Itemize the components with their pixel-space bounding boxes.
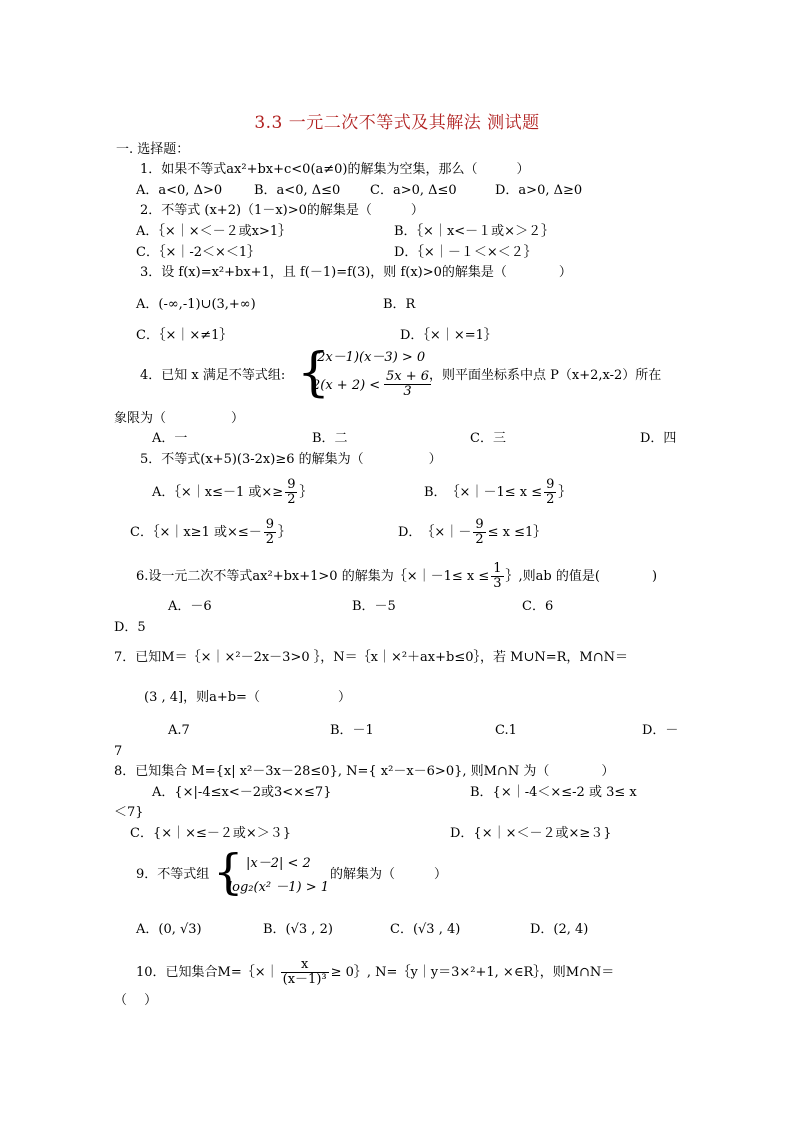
q1-option-c: C．a>0, Δ≤0 <box>370 183 457 198</box>
q1-option-a: A．a<0, Δ>0 <box>136 183 223 198</box>
q5-option-d <box>398 518 546 547</box>
q4-option-c: C．三 <box>470 431 506 446</box>
q6-option-d: D．5 <box>114 620 146 635</box>
q5-b-num: 9 <box>546 477 555 492</box>
q10-line2: （ ） <box>114 993 158 1008</box>
q10-stem <box>136 958 614 987</box>
q8-option-a: A．{×|-4≤x<－2或3<×≤7} <box>152 785 332 800</box>
q9-inequality-1: |x－2| < 2 <box>246 856 311 871</box>
q1-option-d: D．a>0, Δ≥0 <box>495 183 583 198</box>
q5-a-den: 2 <box>287 492 296 507</box>
q5-d-pre: D． ｛×｜－ <box>398 525 472 540</box>
q10-num: x <box>281 958 329 973</box>
q5-d-num: 9 <box>475 517 484 532</box>
q4-option-a: A．一 <box>152 431 188 446</box>
q7-option-c: C.1 <box>495 723 517 738</box>
q4-inequality-1: (2x－1)(x－3) > 0 <box>312 350 426 365</box>
q7-option-d-cont: 7 <box>114 744 123 759</box>
q5-c-den: 2 <box>265 532 275 547</box>
q5-option-c <box>130 518 291 547</box>
q4-brace: { <box>297 343 331 403</box>
q1-option-b: B．a<0, Δ≤0 <box>254 183 341 198</box>
q2-option-b: B．｛×｜x<－１或×＞２｝ <box>394 224 555 239</box>
q9-option-c: C．(√3 , 4) <box>390 922 461 937</box>
q10-pre: 10．已知集合M=｛×｜ <box>136 965 279 980</box>
q4-option-b: B．二 <box>312 431 348 446</box>
q7-line2: (3 , 4]，则a+b=（ ） <box>144 690 351 705</box>
q6-stem-post: ｝,则ab 的值是( ) <box>505 569 658 584</box>
q10-den: (x－1)³ <box>282 972 327 987</box>
q5-option-b <box>424 478 571 507</box>
q4-fraction-den: 3 <box>403 384 412 399</box>
q5-c-num: 9 <box>265 517 275 532</box>
q5-d-post: ≤ x ≤1｝ <box>487 525 547 540</box>
q4-continuation: 象限为（ ） <box>114 411 245 426</box>
q9-tail: 的解集为（ ） <box>330 867 448 882</box>
q2-stem: 2．不等式 (x+2)（1－x)>0的解集是（ ） <box>140 203 424 218</box>
q10-post: ≥ 0｝, N=｛y｜y＝3×²+1, ×∈R｝，则M∩N＝ <box>330 965 615 980</box>
q8-option-c: C．{×｜×≤－２或×＞３} <box>130 826 292 841</box>
q4-inequality-2-left: 2(x + 2) < <box>312 378 381 393</box>
q7-stem: 7．已知M＝｛×｜×²－2x－3>0 ｝，N＝｛x｜×²＋ax+b≤0｝，若 M∪N=R，M∩N＝ <box>114 650 628 665</box>
q2-option-d: D．｛×｜－１＜×＜２｝ <box>394 245 537 260</box>
q8-option-b-cont: ＜7} <box>114 805 144 820</box>
q8-option-d: D．{×｜×＜－２或×≥３} <box>450 826 612 841</box>
q6-den: 3 <box>493 576 502 591</box>
q5-b-pre: B． ｛×｜－1≤ x ≤ <box>424 485 543 500</box>
q4-fraction <box>382 370 433 399</box>
q9-option-a: A．(0, √3) <box>136 922 202 937</box>
q7-option-d: D．－ <box>642 723 679 738</box>
q6-num: 1 <box>493 561 502 576</box>
q3-stem: 3．设 f(x)=x²+bx+1，且 f(－1)=f(3)，则 f(x)>0的解集是（ ） <box>140 265 572 280</box>
q5-c-post: ｝ <box>278 525 292 540</box>
q6-option-a: A．－6 <box>168 599 212 614</box>
q5-stem: 5．不等式(x+5)(3-2x)≥6 的解集为（ ） <box>140 452 442 467</box>
q8-option-b: B．{×｜-4＜×≤-2 或 3≤ x <box>470 785 637 800</box>
q6-option-c: C．6 <box>522 599 554 614</box>
q6-stem <box>136 562 657 591</box>
q5-b-post: ｝ <box>558 485 572 500</box>
q5-b-den: 2 <box>546 492 555 507</box>
q9-brace: { <box>213 844 244 900</box>
q6-stem-pre: 6.设一元二次不等式ax²+bx+1>0 的解集为｛×｜－1≤ x ≤ <box>136 569 490 584</box>
q5-c-pre: C．｛×｜x≥1 或×≤－ <box>130 525 262 540</box>
q9-option-b: B．(√3 , 2) <box>263 922 333 937</box>
q4-fraction-num: 5x + 6 <box>386 369 430 384</box>
q7-option-a: A.7 <box>168 723 190 738</box>
q3-option-b: B．R <box>383 297 416 312</box>
q4-tail: ，则平面坐标系中点 P（x+2,x-2）所在 <box>429 368 662 383</box>
q9-option-d: D．(2, 4) <box>530 922 589 937</box>
q5-option-a <box>152 478 313 507</box>
q3-option-d: D．｛×｜×=1｝ <box>400 328 497 343</box>
q1-stem: 1．如果不等式ax²+bx+c<0(a≠0)的解集为空集，那么（ ） <box>140 162 530 177</box>
q3-option-a: A．(-∞,-1)∪(3,+∞) <box>136 297 256 312</box>
q5-a-num: 9 <box>287 477 296 492</box>
q2-option-a: A．｛×｜×＜－２或x>1｝ <box>136 224 292 239</box>
q7-option-b: B．－1 <box>330 723 374 738</box>
q4-lead: 4．已知 x 满足不等式组: <box>140 368 286 383</box>
q2-option-c: C．｛×｜-2＜×＜1｝ <box>136 245 261 260</box>
q3-option-c: C．｛×｜×≠1｝ <box>136 328 233 343</box>
q9-inequality-2: log₂(x² －1) > 1 <box>228 880 330 895</box>
q4-option-d: D．四 <box>640 431 677 446</box>
section-heading: 一. 选择题： <box>116 142 190 157</box>
q8-stem: 8．已知集合 M={x| x²－3x－28≤0}, N={ x²－x－6>0}, 则M∩N 为（ ） <box>114 764 615 779</box>
q6-option-b: B．－5 <box>352 599 396 614</box>
q5-d-den: 2 <box>475 532 484 547</box>
q5-a-post: ｝ <box>299 485 313 500</box>
page-title: 3.3 一元二次不等式及其解法 测试题 <box>254 113 540 133</box>
q5-a-pre: A．｛×｜x≤－1 或×≥ <box>152 485 284 500</box>
q9-lead: 9．不等式组 <box>136 867 210 882</box>
